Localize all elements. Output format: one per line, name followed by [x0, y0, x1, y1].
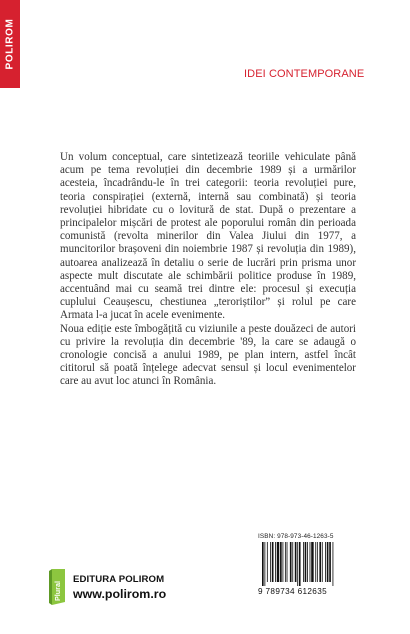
- blurb-paragraph-1: Un volum conceptual, care sintetizează teoriile vehiculate până acum pe tema revoluției din decembrie 1989 și a urmărilor acesteia, încadrându-le în trei categorii: teoria revoluției pure, teoria conspirației (externă, internă sau combinată) și teoria revoluției hibridate cu o lovitură de stat. După o prezentare a principalelor mișcări de protest ale poporului român din perioada comunistă (revolta minerilor din Valea Jiului din 1977, a muncitorilor brașoveni din noiembrie 1987 și revoluția din 1989), autoarea analizează în detaliu o serie de lucrări prin prisma unor aspecte mult discutate ale schimbării politice produse în 1989, accentuând mai cu seamă trei dintre ele: procesul și execuția cuplului Ceaușescu, chestiunea „teroriștilor” și rolul pe care Armata l-a jucat în acele evenimente.: [60, 151, 356, 322]
- plural-logo-icon: [48, 568, 66, 606]
- collection-label: IDEI CONTEMPORANE: [244, 68, 365, 80]
- blurb-paragraph-2: Noua ediție este îmbogățită cu viziunile a peste douăzeci de autori cu privire la revoluția din decembrie '89, la care se adaugă o cronologie concisă a anului 1989, pe plan intern, astfel încât cititorul să poată înțelege adecvat sensul și locul evenimentelor care au avut loc atunci în România.: [60, 322, 356, 388]
- barcode-digits: 9 789734 612635: [258, 587, 327, 596]
- barcode: [258, 542, 360, 596]
- publisher-name: EDITURA POLIROM: [73, 574, 165, 585]
- spine-brand-label: POLIROM: [4, 18, 16, 70]
- back-cover-blurb: [60, 151, 356, 389]
- publisher-spine-tab: [0, 0, 20, 88]
- publisher-url[interactable]: www.polirom.ro: [73, 587, 167, 601]
- barcode-bars-icon: [258, 542, 360, 586]
- isbn-block: [258, 533, 362, 596]
- isbn-label: ISBN: 978-973-46-1263-5: [258, 533, 334, 540]
- plural-logo-text: Plural: [53, 581, 62, 601]
